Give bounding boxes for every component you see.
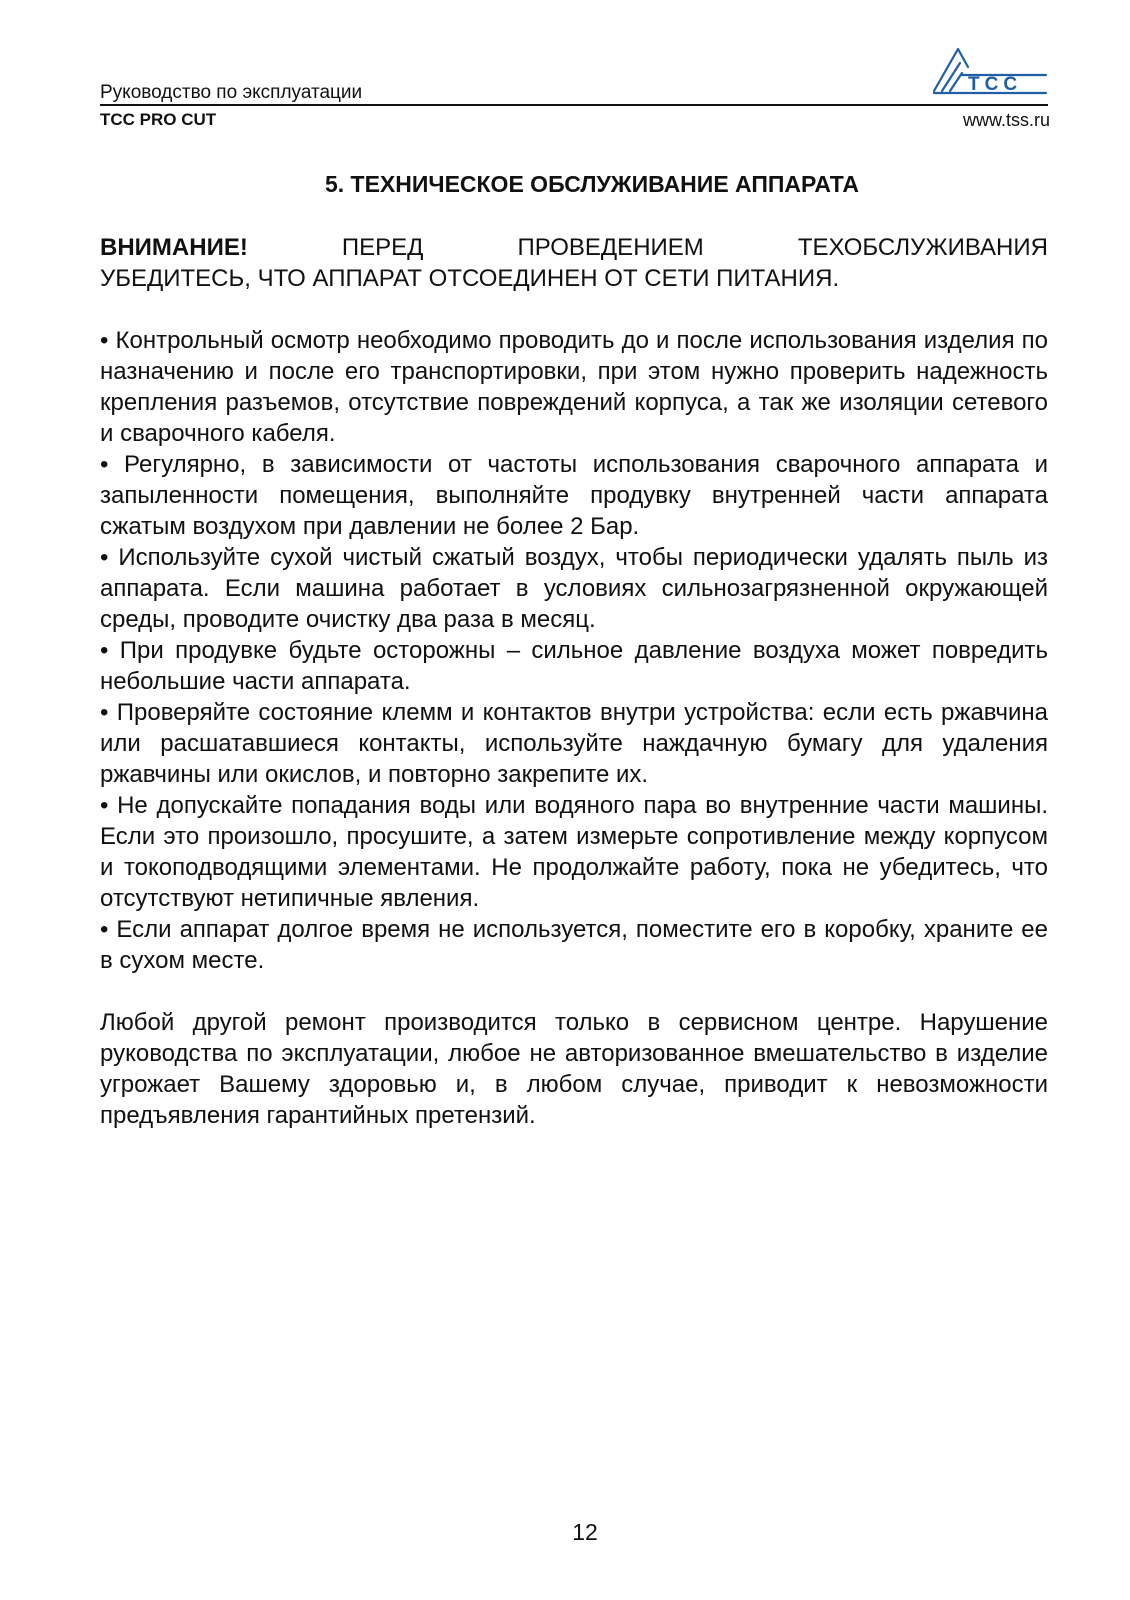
page-number: 12 xyxy=(572,1519,598,1545)
warning-word: ПЕРЕД xyxy=(341,234,424,261)
list-item: • Если аппарат долгое время не используется, поместите его в коробку, храните ее в сухом месте. xyxy=(100,916,1048,974)
warning-label: ВНИМАНИЕ! xyxy=(100,234,248,261)
header-model: TCC PRO CUT xyxy=(100,110,217,129)
header-divider xyxy=(100,104,1048,106)
section-body xyxy=(100,232,1048,1131)
header-url: www.tss.ru xyxy=(962,110,1050,130)
tcc-logo xyxy=(932,45,1048,101)
list-item: • Не допускайте попадания воды или водяного пара во внутренние части машины. Если это произошло, просушите, а затем измерьте сопротивление между корпусом и токоподводящими элементами. Не продолжайте работу, пока не убедитесь, что отсутствуют нетипичные явления. xyxy=(100,792,1048,912)
list-item: • Регулярно, в зависимости от частоты использования сварочного аппарата и запыленности помещения, выполняйте продувку внутренней части аппарата сжатым воздухом при давлении не более 2 Бар. xyxy=(100,451,1048,540)
warning-word: ТЕХОБСЛУЖИВАНИЯ xyxy=(797,234,1048,261)
header-document-type: Руководство по эксплуатации xyxy=(100,82,363,103)
warning-word: ПРОВЕДЕНИЕМ xyxy=(517,234,704,261)
section-title: 5. ТЕХНИЧЕСКОЕ ОБСЛУЖИВАНИЕ АППАРАТА xyxy=(324,171,860,197)
service-note: Любой другой ремонт производится только в сервисном центре. Нарушение руководства по эксплуатации, любое не авторизованное вмешательство в изделие угрожает Вашему здоровью и, в любом случае, приводит к невозможности предъявления гарантийных претензий. xyxy=(100,1009,1048,1129)
list-item: • Проверяйте состояние клемм и контактов внутри устройства: если есть ржавчина или расшатавшиеся контакты, используйте наждачную бумагу для удаления ржавчины или окислов, и повторно закрепите их. xyxy=(100,699,1048,788)
list-item: • При продувке будьте осторожны – сильное давление воздуха может повредить небольшие части аппарата. xyxy=(100,637,1048,695)
list-item: • Используйте сухой чистый сжатый воздух, чтобы периодически удалять пыль из аппарата. Если машина работает в условиях сильнозагрязненной окружающей среды, проводите очистку два раза в месяц. xyxy=(100,544,1048,633)
maintenance-list xyxy=(100,325,1048,976)
list-item: • Контрольный осмотр необходимо проводить до и после использования изделия по назначению и после его транспортировки, при этом нужно проверить надежность крепления разъемов, отсутствие повреждений корпуса, а так же изоляции сетевого и сварочного кабеля. xyxy=(100,327,1048,447)
warning-block xyxy=(100,232,1048,294)
tcc-logo-text: TCC xyxy=(968,74,1023,95)
warning-line-1 xyxy=(100,232,1048,263)
warning-line-2: УБЕДИТЕСЬ, ЧТО АППАРАТ ОТСОЕДИНЕН ОТ СЕТИ ПИТАНИЯ. xyxy=(100,265,840,292)
